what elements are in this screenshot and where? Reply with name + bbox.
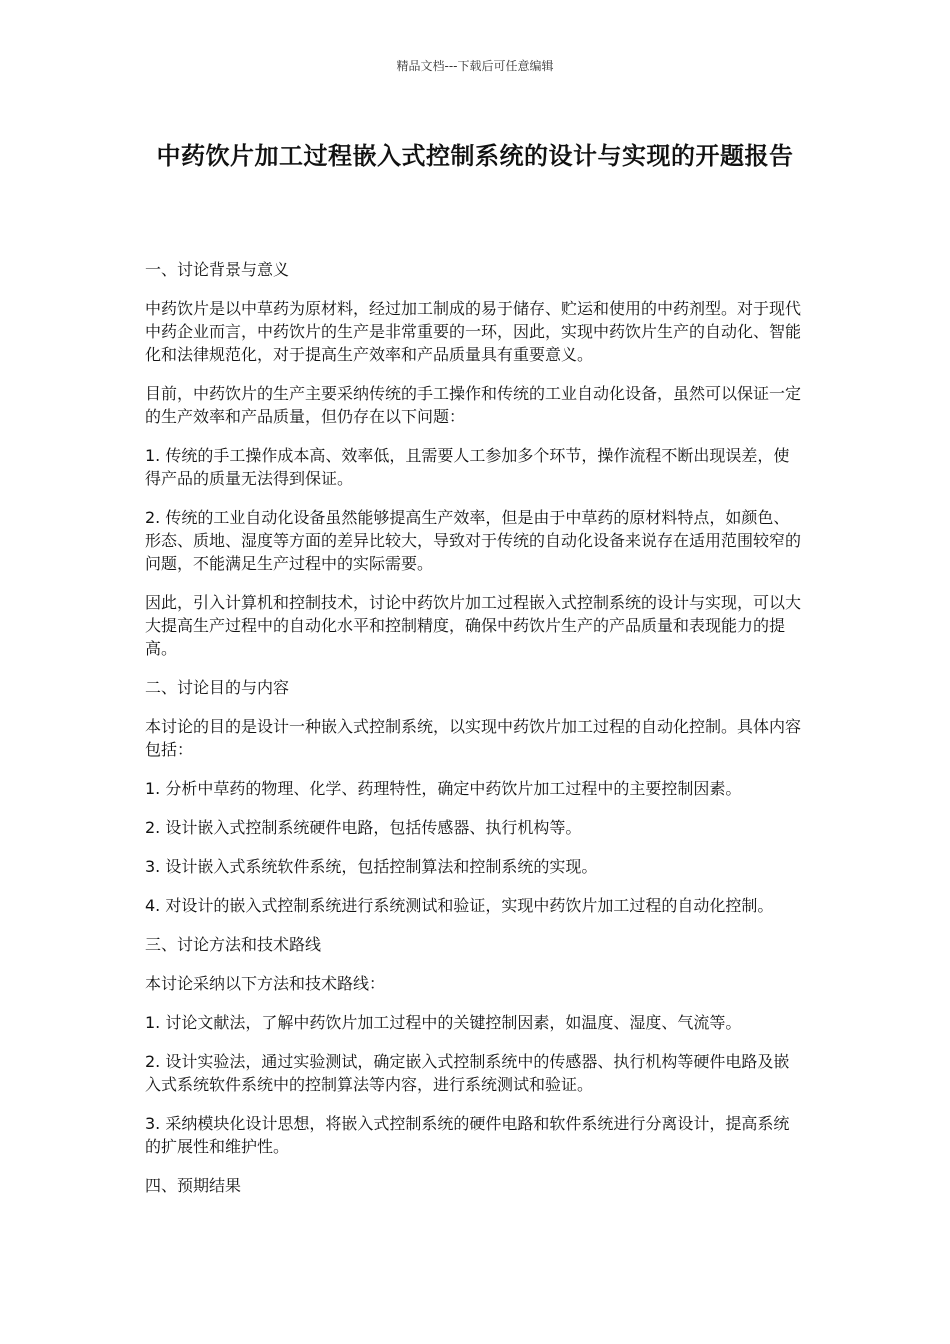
document-body [145,258,805,1213]
list-item: 2. 设计实验法，通过实验测试，确定嵌入式控制系统中的传感器、执行机构等硬件电路及嵌入式系统软件系统中的控制算法等内容，进行系统测试和验证。 [145,1052,790,1094]
section-heading: 二、讨论目的与内容 [145,678,290,697]
document-title: 中药饮片加工过程嵌入式控制系统的设计与实现的开题报告 [156,142,794,170]
list-item: 2. 传统的工业自动化设备虽然能够提高生产效率，但是由于中草药的原材料特点，如颜色、形态、质地、湿度等方面的差异比较大，导致对于传统的自动化设备来说存在适用范围较窄的问题，不能满足生产过程中的实际需要。 [145,508,802,573]
list-item: 1. 分析中草药的物理、化学、药理特性，确定中药饮片加工过程中的主要控制因素。 [145,779,742,798]
list-item: 2. 设计嵌入式控制系统硬件电路，包括传感器、执行机构等。 [145,818,582,837]
list-item: 4. 对设计的嵌入式控制系统进行系统测试和验证，实现中药饮片加工过程的自动化控制。 [145,896,774,915]
paragraph: 目前，中药饮片的生产主要采纳传统的手工操作和传统的工业自动化设备，虽然可以保证一定的生产效率和产品质量，但仍存在以下问题： [145,384,802,426]
paragraph: 中药饮片是以中草药为原材料，经过加工制成的易于储存、贮运和使用的中药剂型。对于现代中药企业而言，中药饮片的生产是非常重要的一环，因此，实现中药饮片生产的自动化、智能化和法律规范化，对于提高生产效率和产品质量具有重要意义。 [145,299,802,364]
section-heading: 三、讨论方法和技术路线 [145,935,322,954]
paragraph: 本讨论的目的是设计一种嵌入式控制系统，以实现中药饮片加工过程的自动化控制。具体内容包括： [145,717,802,759]
paragraph: 因此，引入计算机和控制技术，讨论中药饮片加工过程嵌入式控制系统的设计与实现，可以大大提高生产过程中的自动化水平和控制精度，确保中药饮片生产的产品质量和表现能力的提高。 [145,593,802,658]
list-item: 3. 设计嵌入式系统软件系统，包括控制算法和控制系统的实现。 [145,857,598,876]
paragraph: 本讨论采纳以下方法和技术路线： [145,974,386,993]
section-heading: 一、讨论背景与意义 [145,260,290,279]
section-heading: 四、预期结果 [145,1176,242,1195]
list-item: 1. 讨论文献法，了解中药饮片加工过程中的关键控制因素，如温度、湿度、气流等。 [145,1013,742,1032]
page-header: 精品文档---下载后可任意编辑 [396,59,554,73]
list-item: 3. 采纳模块化设计思想，将嵌入式控制系统的硬件电路和软件系统进行分离设计，提高系统的扩展性和维护性。 [145,1114,790,1156]
list-item: 1. 传统的手工操作成本高、效率低，且需要人工参加多个环节，操作流程不断出现误差，使得产品的质量无法得到保证。 [145,446,790,488]
